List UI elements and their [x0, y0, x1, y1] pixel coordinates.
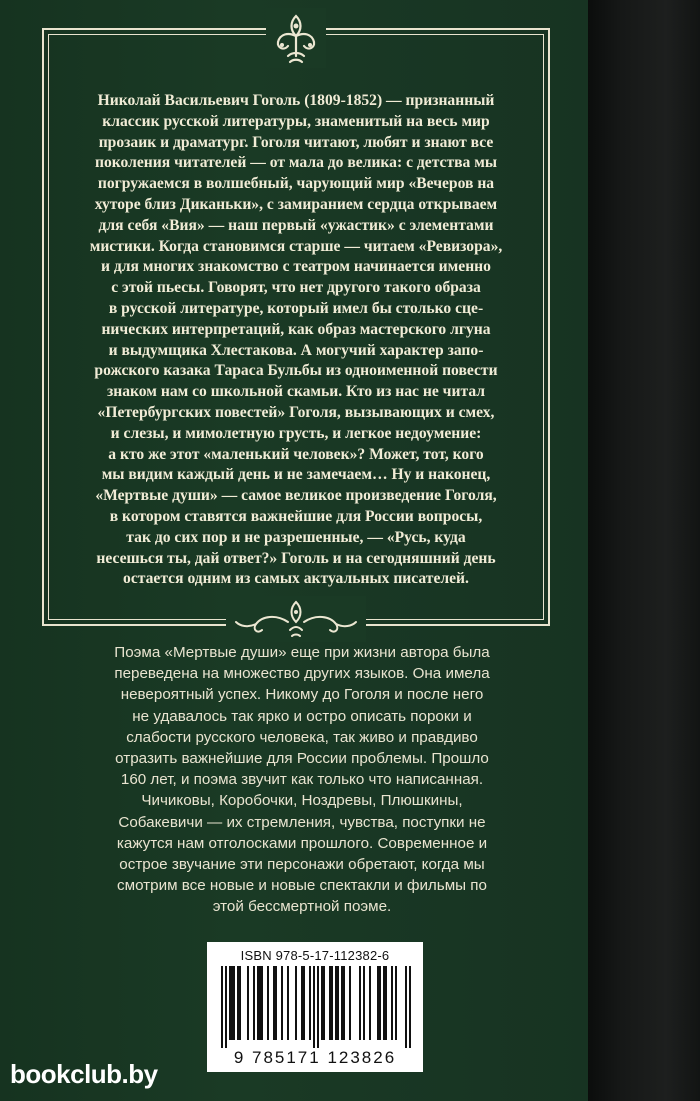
description-line: этой бессмертной поэме.: [212, 898, 392, 916]
bio-line: хуторе близ Диканьки», с замиранием сердца открываем: [94, 195, 498, 213]
barcode-bar: [259, 966, 261, 1040]
bio-line: с этой пьесы. Говорят, что нет другого такого образа: [111, 279, 481, 297]
description-line: кажутся нам отголосками прошлого. Современное и: [116, 834, 488, 852]
barcode-bar: [323, 966, 325, 1040]
barcode: [207, 942, 423, 1072]
barcode-bar: [369, 966, 371, 1040]
barcode-bar: [239, 966, 241, 1040]
barcode-bar: [409, 966, 411, 1048]
description-line: Чичиковы, Коробочки, Ноздревы, Плюшкины,: [141, 792, 463, 810]
barcode-bar: [231, 966, 233, 1040]
fleur-scroll-icon: [266, 8, 326, 68]
ean-digits: 9 785171 123826: [233, 1048, 397, 1067]
barcode-bar: [309, 966, 311, 1040]
barcode-bar: [287, 966, 289, 1040]
description-line: не удавалось так ярко и остро описать пороки и: [132, 707, 472, 725]
bio-line: несешься ты, дай ответ?» Гоголь и на сегодняшний день: [96, 549, 496, 567]
barcode-bar: [329, 966, 331, 1040]
watermark: bookclub.by: [10, 1059, 158, 1089]
barcode-bar: [379, 966, 381, 1040]
barcode-bar: [335, 966, 337, 1040]
bio-line: так до сих пор и не разрешенные, — «Русь, куда: [126, 528, 466, 546]
barcode-bar: [331, 966, 333, 1040]
bio-line: знаком нам со школьной скамьи. Кто из нас не читал: [106, 383, 485, 401]
bio-line: а кто же этот «маленький человек»? Может, тот, кого: [108, 445, 484, 463]
barcode-bar: [295, 966, 297, 1040]
barcode-bar: [257, 966, 259, 1040]
bio-line: Николай Васильевич Гоголь (1809-1852) — признанный: [97, 92, 495, 109]
barcode-bar: [341, 966, 343, 1040]
bio-line: «Петербургских повестей» Гоголя, вызывающих и смех,: [97, 403, 495, 421]
barcode-bar: [349, 966, 351, 1040]
bio-line: мистики. Когда становимся старше — читаем «Ревизора»,: [89, 237, 503, 255]
barcode-bars: [215, 966, 415, 1048]
barcode-bar: [395, 966, 397, 1040]
description-line: смотрим все новые и новые спектакли и фильмы по: [117, 877, 487, 895]
bio-line: остается одним из самых актуальных писателей.: [123, 570, 469, 588]
bio-line: в котором ставятся важнейшие для России вопросы,: [109, 507, 483, 525]
barcode-bar: [225, 966, 227, 1048]
bio-line: и для многих знакомство с театром начинается именно: [101, 258, 491, 276]
barcode-bar: [303, 966, 305, 1040]
barcode-bar: [405, 966, 407, 1048]
bio-line: в русской литературе, который имел бы столько сце-: [108, 299, 484, 317]
barcode-bar: [337, 966, 339, 1040]
barcode-bar: [385, 966, 387, 1040]
description-line: Собакевичи — их стремления, чувства, поступки не: [118, 813, 486, 831]
bio-line: поколения читателей — от мала до велика: с детства мы: [94, 154, 498, 172]
barcode-bar: [313, 966, 315, 1048]
barcode-bar: [391, 966, 393, 1040]
barcode-bar: [281, 966, 283, 1040]
bio-line: классик русской литературы, знаменитый на весь мир: [102, 112, 490, 130]
bio-line: и слезы, и мимолетную грусть, и легкое недоумение:: [110, 424, 482, 442]
description-line: слабости русского человека, так живо и правдиво: [126, 728, 478, 746]
bio-line: «Мертвые души» — самое великое произведение Гоголя,: [95, 487, 497, 505]
barcode-bar: [273, 966, 275, 1040]
barcode-bar: [247, 966, 249, 1040]
barcode-bar: [301, 966, 303, 1040]
description-line: острое звучание эти персонажи обретают, когда мы: [119, 856, 485, 874]
barcode-bar: [253, 966, 255, 1040]
scroll-divider-icon: [226, 596, 366, 642]
bio-line: рожского казака Тараса Бульбы из одноименной повести: [94, 362, 498, 380]
bio-line: погружаемся в волшебный, чарующий мир «Вечеров на: [97, 175, 495, 193]
barcode-bar: [267, 966, 269, 1040]
book-spine: [588, 0, 700, 1101]
barcode-bar: [363, 966, 365, 1040]
barcode-bar: [221, 966, 223, 1048]
barcode-bar: [275, 966, 277, 1040]
author-bio-paragraph: [68, 91, 524, 590]
bio-line: мы видим каждый день и не замечаем… Ну и наконец,: [101, 466, 491, 484]
description-line: отразить важнейшие для России проблемы. Прошло: [115, 750, 489, 768]
barcode-bar: [383, 966, 385, 1040]
isbn-label: ISBN 978-5-17-112382-6: [240, 948, 390, 963]
poem-description-paragraph: [52, 642, 552, 918]
barcode-bar: [261, 966, 263, 1040]
description-line: Поэма «Мертвые души» еще при жизни автора была: [114, 644, 490, 661]
barcode-bar: [359, 966, 361, 1040]
barcode-bar: [321, 966, 323, 1040]
barcode-bar: [229, 966, 231, 1040]
description-line: 160 лет, и поэма звучит как только что написанная.: [120, 771, 484, 789]
bio-line: нических интерпретаций, как образ мастерского лгуна: [101, 320, 491, 338]
bio-line: и выдумщика Хлестакова. А могучий характер запо-: [108, 341, 484, 359]
bio-line: для себя «Вия» — наш первый «ужастик» с элементами: [98, 216, 494, 234]
description-line: невероятный успех. Никому до Гоголя и после него: [120, 686, 484, 704]
description-line: переведена на множество других языков. Она имела: [114, 665, 490, 683]
barcode-bar: [343, 966, 345, 1040]
barcode-bar: [377, 966, 379, 1040]
barcode-bar: [237, 966, 239, 1040]
bio-line: прозаик и драматург. Гоголя читают, любят и знают все: [98, 133, 494, 151]
barcode-bar: [233, 966, 235, 1040]
barcode-bar: [317, 966, 319, 1048]
